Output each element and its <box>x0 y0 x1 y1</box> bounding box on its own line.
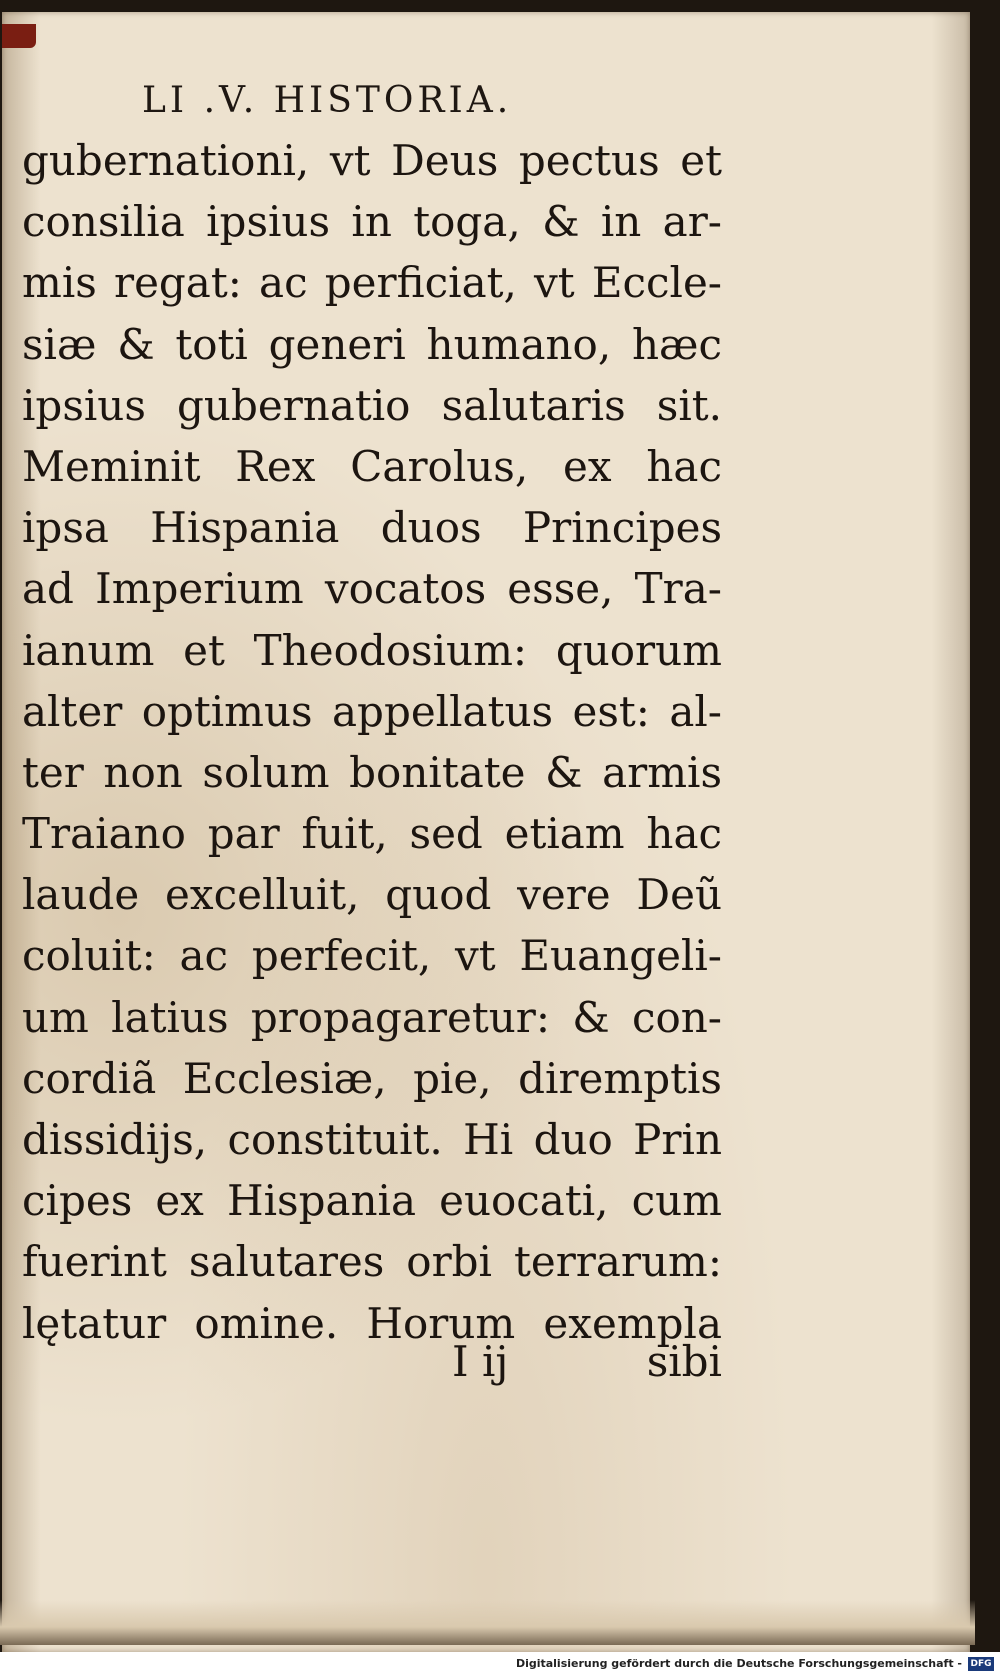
signature-mark: I ij <box>452 1337 509 1386</box>
text-line: lętatur omine. Horum exempla <box>22 1298 722 1348</box>
text-line: ipsius gubernatio salutaris sit. <box>22 380 722 430</box>
text-line: dissidijs, constituit. Hi duo Prin <box>22 1115 722 1164</box>
text-line: Traiano par fuit, sed etiam hac <box>22 809 722 859</box>
dfg-logo: DFG <box>968 1657 994 1671</box>
book-page <box>2 12 970 1652</box>
text-line: gubernationi, vt Deus pectus et <box>22 136 722 185</box>
text-line: alter optimus appellatus est: al- <box>22 686 722 736</box>
text-line: siæ & toti generi humano, hæc <box>22 319 722 369</box>
running-head: LI .V. HISTORIA. <box>142 80 513 121</box>
text-line: Meminit Rex Carolus, ex hac <box>22 441 722 491</box>
footer-bar <box>0 1652 1000 1678</box>
text-line: coluit: ac perfecit, vt Euangeli- <box>22 931 722 981</box>
text-line: ter non solum bonitate & armis <box>22 747 722 797</box>
text-line: ad Imperium vocatos esse, Tra- <box>22 564 722 614</box>
text-line: laude excelluit, quod vere Deũ <box>22 870 722 920</box>
catchword: sibi <box>646 1337 722 1386</box>
body-text <box>22 130 722 1354</box>
red-corner-mark <box>2 24 36 48</box>
text-line: cordiã Ecclesiæ, pie, diremptis <box>22 1053 722 1103</box>
text-line: ianum et Theodosium: quorum <box>22 625 722 675</box>
text-line: mis regat: ac perficiat, vt Eccle- <box>22 258 722 308</box>
text-line: ipsa Hispania duos Principes <box>22 503 722 553</box>
text-line: consilia ipsius in toga, & in ar- <box>22 197 722 247</box>
page-bottom-edge <box>0 1600 975 1645</box>
text-line: fuerint salutares orbi terrarum: <box>22 1237 722 1287</box>
page-foot <box>22 1337 722 1397</box>
footer-credit: Digitalisierung gefördert durch die Deutsche Forschungsgemeinschaft - <box>515 1657 962 1670</box>
text-line: um latius propagaretur: & con- <box>22 992 722 1042</box>
text-line: cipes ex Hispania euocati, cum <box>22 1176 722 1226</box>
